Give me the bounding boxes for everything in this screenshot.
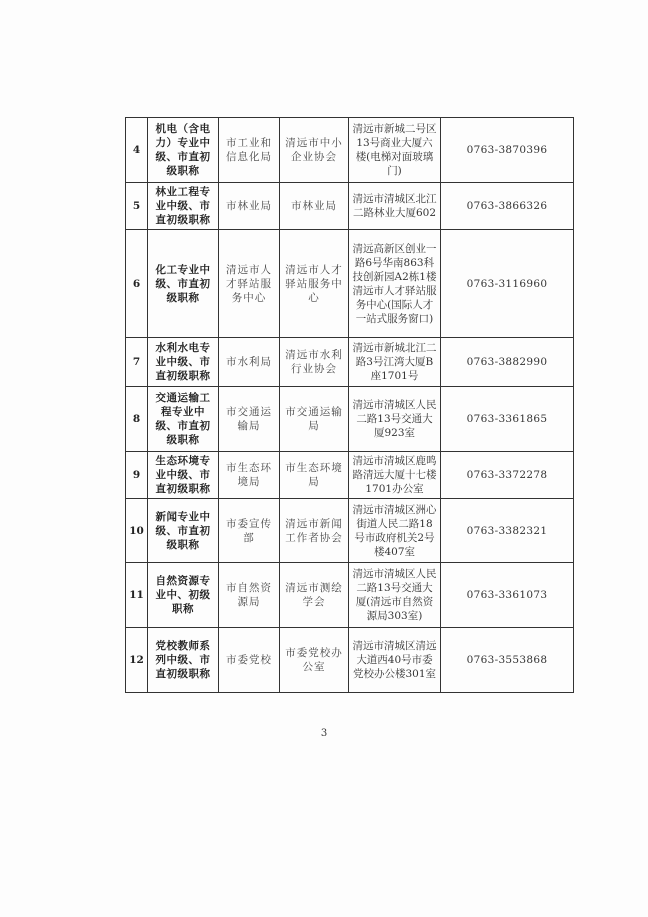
row-department: 市水利局 [219,338,280,387]
table-row [126,563,574,628]
table-row [126,338,574,387]
row-association: 市委党校办公室 [280,628,349,693]
row-title: 化工专业中级、市直初级职称 [148,230,219,338]
row-phone: 0763-3382321 [441,499,574,563]
row-address: 清远高新区创业一路6号华南863科技创新园A2栋1楼清远市人才驿站服务中心(国际人才一站式服务窗口) [349,230,441,338]
page-number: 3 [320,728,328,739]
row-phone: 0763-3116960 [441,230,574,338]
row-address: 清远市新城二号区13号商业大厦六楼(电梯对面玻璃门) [349,118,441,183]
row-address: 清远市清城区洲心街道人民二路18号市政府机关2号楼407室 [349,499,441,563]
row-association: 清远市测绘学会 [280,563,349,628]
row-association: 清远市中小企业协会 [280,118,349,183]
row-address: 清远市清城区鹿鸣路清远大厦十七楼1701办公室 [349,452,441,499]
row-association: 市生态环境局 [280,452,349,499]
row-phone: 0763-3866326 [441,183,574,230]
row-number: 8 [126,387,148,452]
row-department: 市交通运输局 [219,387,280,452]
contact-table [125,117,574,693]
row-title: 生态环境专业中级、市直初级职称 [148,452,219,499]
row-title: 林业工程专业中级、市直初级职称 [148,183,219,230]
row-department: 市生态环境局 [219,452,280,499]
row-number: 9 [126,452,148,499]
row-number: 11 [126,563,148,628]
row-association: 市交通运输局 [280,387,349,452]
row-association: 清远市人才驿站服务中心 [280,230,349,338]
table-row [126,118,574,183]
table-row [126,628,574,693]
table-row [126,387,574,452]
row-address: 清远市清城区清远大道西40号市委党校办公楼301室 [349,628,441,693]
row-association: 清远市新闻工作者协会 [280,499,349,563]
table-row [126,452,574,499]
row-phone: 0763-3553868 [441,628,574,693]
table-body [126,118,574,693]
table-row [126,499,574,563]
row-title: 党校教师系列中级、市直初级职称 [148,628,219,693]
row-title: 自然资源专业中、初级职称 [148,563,219,628]
row-address: 清远市清城区人民二路13号交通大厦(清远市自然资源局303室) [349,563,441,628]
row-address: 清远市清城区北江二路林业大厦602 [349,183,441,230]
row-phone: 0763-3372278 [441,452,574,499]
row-department: 市工业和信息化局 [219,118,280,183]
row-number: 10 [126,499,148,563]
row-number: 5 [126,183,148,230]
row-association: 清远市水利行业协会 [280,338,349,387]
row-department: 清远市人才驿站服务中心 [219,230,280,338]
row-number: 4 [126,118,148,183]
row-phone: 0763-3870396 [441,118,574,183]
row-number: 6 [126,230,148,338]
row-phone: 0763-3361865 [441,387,574,452]
row-number: 7 [126,338,148,387]
row-department: 市林业局 [219,183,280,230]
row-title: 新闻专业中级、市直初级职称 [148,499,219,563]
row-phone: 0763-3882990 [441,338,574,387]
row-address: 清远市新城北江二路3号江湾大厦B座1701号 [349,338,441,387]
row-association: 市林业局 [280,183,349,230]
row-title: 机电（含电力）专业中级、市直初级职称 [148,118,219,183]
row-department: 市委党校 [219,628,280,693]
row-department: 市自然资源局 [219,563,280,628]
row-department: 市委宣传部 [219,499,280,563]
table-row [126,230,574,338]
row-number: 12 [126,628,148,693]
row-title: 交通运输工程专业中级、市直初级职称 [148,387,219,452]
row-title: 水利水电专业中级、市直初级职称 [148,338,219,387]
table-row [126,183,574,230]
row-address: 清远市清城区人民二路13号交通大厦923室 [349,387,441,452]
row-phone: 0763-3361073 [441,563,574,628]
